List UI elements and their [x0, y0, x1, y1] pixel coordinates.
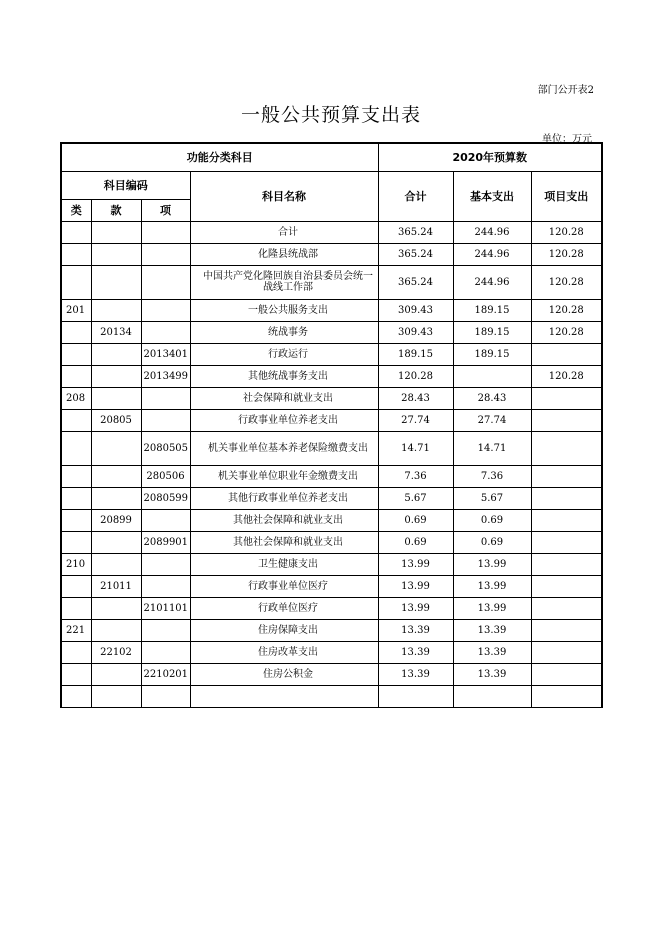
cell-lei: 210 [61, 553, 91, 575]
cell-kuan [91, 531, 141, 553]
cell-basic: 13.99 [453, 553, 531, 575]
cell-basic: 244.96 [453, 221, 531, 243]
cell-basic: 13.39 [453, 663, 531, 685]
cell-kuan [91, 431, 141, 465]
cell-project [531, 575, 602, 597]
cell-project: 120.28 [531, 221, 602, 243]
cell-total: 13.99 [378, 597, 453, 619]
cell-subject-name: 社会保障和就业支出 [190, 387, 378, 409]
cell-subject-name: 其他社会保障和就业支出 [190, 531, 378, 553]
cell-total [378, 685, 453, 707]
table-row [61, 387, 602, 409]
cell-basic [453, 685, 531, 707]
cell-total: 14.71 [378, 431, 453, 465]
cell-xiang [141, 553, 190, 575]
table-row [61, 431, 602, 465]
cell-subject-name: 其他社会保障和就业支出 [190, 509, 378, 531]
cell-total: 309.43 [378, 299, 453, 321]
table-row [61, 597, 602, 619]
cell-basic: 13.39 [453, 641, 531, 663]
cell-kuan [91, 343, 141, 365]
cell-kuan: 20805 [91, 409, 141, 431]
cell-xiang [141, 243, 190, 265]
cell-xiang: 2101101 [141, 597, 190, 619]
cell-kuan [91, 487, 141, 509]
cell-lei [61, 685, 91, 707]
table-row [61, 619, 602, 641]
cell-xiang: 2013401 [141, 343, 190, 365]
cell-kuan [91, 663, 141, 685]
header-kuan: 款 [91, 199, 141, 221]
header-func-category: 功能分类科目 [61, 143, 378, 171]
cell-basic: 0.69 [453, 509, 531, 531]
cell-project [531, 509, 602, 531]
cell-basic: 7.36 [453, 465, 531, 487]
cell-project: 120.28 [531, 299, 602, 321]
cell-project [531, 685, 602, 707]
cell-subject-name: 住房公积金 [190, 663, 378, 685]
cell-project [531, 343, 602, 365]
table-row [61, 663, 602, 685]
cell-total: 13.99 [378, 575, 453, 597]
table-row [61, 575, 602, 597]
cell-project [531, 553, 602, 575]
header-total: 合计 [378, 171, 453, 221]
table-body [61, 221, 602, 707]
cell-basic: 244.96 [453, 265, 531, 299]
cell-xiang [141, 321, 190, 343]
table-row [61, 221, 602, 243]
cell-kuan [91, 299, 141, 321]
cell-total: 365.24 [378, 221, 453, 243]
table-row [61, 409, 602, 431]
cell-kuan [91, 221, 141, 243]
cell-project [531, 619, 602, 641]
cell-project: 120.28 [531, 365, 602, 387]
cell-project [531, 409, 602, 431]
cell-lei [61, 487, 91, 509]
cell-lei: 208 [61, 387, 91, 409]
cell-xiang: 2013499 [141, 365, 190, 387]
cell-lei: 201 [61, 299, 91, 321]
cell-xiang: 2080599 [141, 487, 190, 509]
table-row [61, 553, 602, 575]
cell-basic: 13.99 [453, 597, 531, 619]
cell-basic: 13.99 [453, 575, 531, 597]
header-subject-name: 科目名称 [190, 171, 378, 221]
cell-project [531, 597, 602, 619]
header-lei: 类 [61, 199, 91, 221]
cell-lei [61, 531, 91, 553]
cell-basic: 5.67 [453, 487, 531, 509]
cell-kuan [91, 619, 141, 641]
doc-label: 部门公开表2 [537, 85, 594, 96]
cell-basic: 189.15 [453, 321, 531, 343]
cell-lei [61, 663, 91, 685]
cell-lei [61, 597, 91, 619]
cell-project [531, 663, 602, 685]
cell-subject-name: 行政运行 [190, 343, 378, 365]
cell-xiang: 2080505 [141, 431, 190, 465]
cell-kuan: 20134 [91, 321, 141, 343]
cell-lei: 221 [61, 619, 91, 641]
cell-xiang [141, 685, 190, 707]
cell-project [531, 641, 602, 663]
cell-basic: 0.69 [453, 531, 531, 553]
page-title: 一般公共预算支出表 [240, 104, 421, 126]
table-row [61, 265, 602, 299]
cell-lei [61, 265, 91, 299]
table-row [61, 641, 602, 663]
cell-subject-name: 统战事务 [190, 321, 378, 343]
cell-lei [61, 221, 91, 243]
cell-kuan: 22102 [91, 641, 141, 663]
cell-project: 120.28 [531, 243, 602, 265]
table-row [61, 343, 602, 365]
cell-basic: 189.15 [453, 343, 531, 365]
cell-lei [61, 641, 91, 663]
cell-xiang [141, 221, 190, 243]
cell-basic: 28.43 [453, 387, 531, 409]
cell-lei [61, 343, 91, 365]
cell-subject-name: 行政事业单位养老支出 [190, 409, 378, 431]
cell-xiang [141, 265, 190, 299]
cell-project: 120.28 [531, 321, 602, 343]
cell-basic: 27.74 [453, 409, 531, 431]
cell-kuan [91, 265, 141, 299]
cell-subject-name: 其他行政事业单位养老支出 [190, 487, 378, 509]
cell-xiang [141, 299, 190, 321]
cell-xiang [141, 509, 190, 531]
cell-total: 13.39 [378, 641, 453, 663]
cell-xiang: 280506 [141, 465, 190, 487]
table-row [61, 487, 602, 509]
cell-kuan: 21011 [91, 575, 141, 597]
cell-project [531, 387, 602, 409]
cell-xiang: 2210201 [141, 663, 190, 685]
cell-project [531, 531, 602, 553]
cell-total: 0.69 [378, 531, 453, 553]
cell-xiang [141, 641, 190, 663]
cell-total: 189.15 [378, 343, 453, 365]
cell-xiang [141, 575, 190, 597]
cell-project [531, 465, 602, 487]
cell-xiang [141, 409, 190, 431]
cell-subject-name: 行政单位医疗 [190, 597, 378, 619]
cell-total: 120.28 [378, 365, 453, 387]
cell-total: 13.39 [378, 663, 453, 685]
cell-lei [61, 243, 91, 265]
cell-lei [61, 365, 91, 387]
unit-label: 单位：万元 [542, 134, 592, 145]
cell-subject-name: 机关事业单位职业年金缴费支出 [190, 465, 378, 487]
table-row [61, 509, 602, 531]
table-row [61, 365, 602, 387]
cell-project: 120.28 [531, 265, 602, 299]
cell-basic: 13.39 [453, 619, 531, 641]
cell-xiang [141, 387, 190, 409]
cell-subject-name: 合计 [190, 221, 378, 243]
cell-subject-name: 住房改革支出 [190, 641, 378, 663]
cell-total: 13.99 [378, 553, 453, 575]
cell-project [531, 431, 602, 465]
table-row [61, 685, 602, 707]
cell-lei [61, 575, 91, 597]
header-project: 项目支出 [531, 171, 602, 221]
cell-total: 365.24 [378, 265, 453, 299]
cell-total: 27.74 [378, 409, 453, 431]
cell-lei [61, 321, 91, 343]
cell-lei [61, 431, 91, 465]
cell-total: 5.67 [378, 487, 453, 509]
cell-lei [61, 509, 91, 531]
cell-xiang: 2089901 [141, 531, 190, 553]
cell-subject-name: 住房保障支出 [190, 619, 378, 641]
cell-subject-name: 一般公共服务支出 [190, 299, 378, 321]
cell-kuan [91, 597, 141, 619]
cell-lei [61, 409, 91, 431]
cell-total: 28.43 [378, 387, 453, 409]
cell-subject-name: 化隆县统战部 [190, 243, 378, 265]
cell-subject-name: 卫生健康支出 [190, 553, 378, 575]
cell-subject-name: 机关事业单位基本养老保险缴费支出 [190, 431, 378, 465]
cell-total: 13.39 [378, 619, 453, 641]
header-budget-year: 2020年预算数 [378, 143, 602, 171]
cell-total: 309.43 [378, 321, 453, 343]
table-row [61, 243, 602, 265]
table-row [61, 321, 602, 343]
budget-table [60, 142, 603, 708]
cell-subject-name: 其他统战事务支出 [190, 365, 378, 387]
header-xiang: 项 [141, 199, 190, 221]
cell-basic [453, 365, 531, 387]
cell-basic: 244.96 [453, 243, 531, 265]
cell-kuan [91, 465, 141, 487]
cell-total: 0.69 [378, 509, 453, 531]
cell-kuan [91, 365, 141, 387]
cell-kuan [91, 685, 141, 707]
cell-total: 365.24 [378, 243, 453, 265]
cell-kuan [91, 243, 141, 265]
cell-kuan [91, 553, 141, 575]
cell-xiang [141, 619, 190, 641]
cell-project [531, 487, 602, 509]
header-basic: 基本支出 [453, 171, 531, 221]
cell-subject-name [190, 685, 378, 707]
cell-subject-name: 中国共产党化隆回族自治县委员会统一战线工作部 [190, 265, 378, 299]
header-subject-code: 科目编码 [61, 171, 190, 199]
table-row [61, 299, 602, 321]
cell-subject-name: 行政事业单位医疗 [190, 575, 378, 597]
cell-kuan [91, 387, 141, 409]
cell-kuan: 20899 [91, 509, 141, 531]
cell-basic: 14.71 [453, 431, 531, 465]
table-row [61, 531, 602, 553]
cell-total: 7.36 [378, 465, 453, 487]
table-row [61, 465, 602, 487]
cell-lei [61, 465, 91, 487]
cell-basic: 189.15 [453, 299, 531, 321]
